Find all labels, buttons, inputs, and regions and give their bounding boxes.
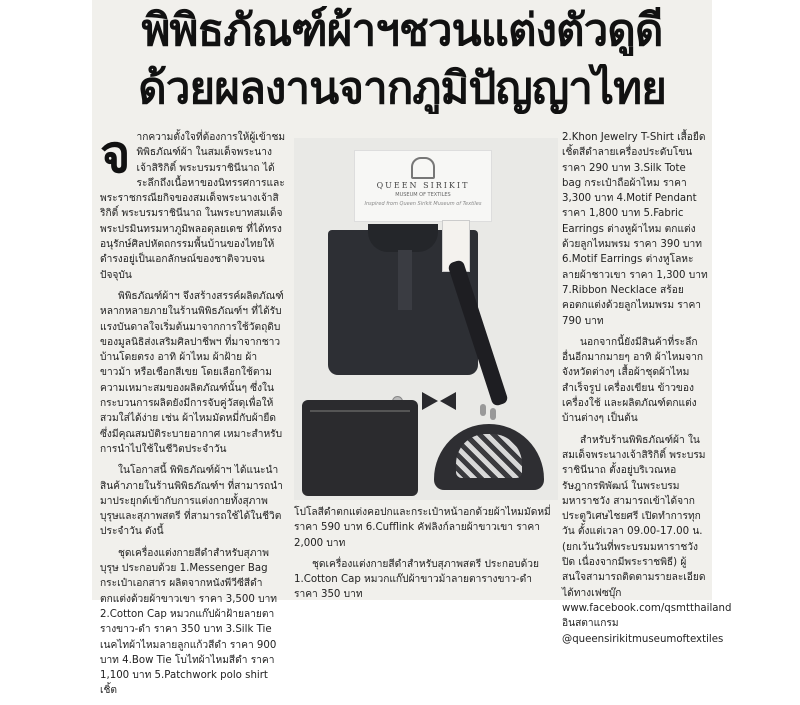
- lead-paragraph: ากความตั้งใจที่ต้องการให้ผู้เข้าชม พิพิธภัณฑ์ผ้า ในสมเด็จพระนางเจ้าสิริกิติ์ พระบรมราชินีนาถ ได้ระลึกถึงเนื้อหาของนิทรรศการและพระราชกรณียกิจของสมเด็จพระนางเจ้าสิริกิติ์ พระบรมราชินีนาถ ในพระบาทสมเด็จพระปรมินทรมหาภูมิพลอดุลยเดช ที่ได้ทรงอนุรักษ์ศิลปหัตถกรรมพื้นบ้านของไทยให้ดำรงอยู่เป็นเอกลักษณ์ของชาติจวบจนปัจจุบัน: [100, 132, 286, 281]
- paragraph-right-3: สำหรับร้านพิพิธภัณฑ์ผ้า ในสมเด็จพระนางเจ้าสิริกิติ์ พระบรมราชินีนาถ ตั้งอยู่บริเวณหอรัษฎากรพิพัฒน์ ในพระบรมมหาราชวัง สามารถเข้าได้จากประตูวิเศษไชยศรี เปิดทำการทุกวัน ตั้งแต่เวลา 09.00-17.00 น. (ยกเว้นวันที่พระบรมมหาราชวังปิด เนื่องจากมีพระราชพิธี) ผู้สนใจสามารถติดตามรายละเอียดได้ทางเฟซบุ๊ก www.facebook.com/qsmtthailand อินสตาแกรม @queensirikitmuseumoftextiles: [562, 434, 732, 645]
- article-column-middle: [294, 505, 556, 609]
- bow-tie-image: [422, 392, 456, 410]
- newspaper-page: [92, 0, 732, 697]
- crown-logo-icon: [411, 157, 435, 179]
- paragraph-mid-1: โปโลสีดำตกแต่งคอปกและกระเป๋าหน้าอกด้วยผ้าไหมมัดหมี่ ราคา 590 บาท 6.Cufflink คัฟลิงก์ลายผ้าขาวเขา ราคา 2,000 บาท: [294, 507, 551, 549]
- shirt-placket: [398, 250, 412, 310]
- earring-image: [480, 404, 486, 416]
- paragraph-right-2: นอกจากนี้ยังมีสินค้าที่ระลึกอื่นอีกมากมายๆ อาทิ ผ้าไหมจากจังหวัดต่างๆ เสื้อผ้าชุดผ้าไหมสำเร็จรูป เครื่องเขียน ข้าวของเครื่องใช้ และผลิตภัณฑ์ตกแต่งบ้านต่างๆ เป็นต้น: [562, 336, 703, 425]
- paragraph-2: พิพิธภัณฑ์ผ้าฯ จึงสร้างสรรค์ผลิตภัณฑ์หลากหลายภายในร้านพิพิธภัณฑ์ฯ ที่ได้รับแรงบันดาลใจเริ่มต้นมาจากการใช้วัตถุดิบของมูลนิธิส่งเสริมศิลปาชีพฯ ที่มาจากชาวบ้านโดยตรง อาทิ ผ้าไหม ผ้าฝ้าย ผ้าขาวม้า หรือเชือกสีเขย โดยเลือกใช้ตามความเหมาะสมของผลิตภัณฑ์นั้นๆ ซึ่งในกระบวนการผลิตยังมีการจับคู่วัสดุเพื่อให้สวมใส่ได้ง่าย เช่น ผ้าไหมมัดหมี่กับผ้ายืด ซึ่งมีคุณสมบัติระบายอากาศ เหมาะสำหรับการนำไปใช้ในชีวิตประจำวัน: [100, 290, 284, 455]
- article-column-right: [562, 130, 732, 653]
- paragraph-mid-2: ชุดเครื่องแต่งกายสีดำสำหรับสุภาพสตรี ประกอบด้วย 1.Cotton Cap หมวกแก๊ปผ้าขาวม้าลายตารางขาว-ดำ ราคา 350 บาท: [294, 558, 539, 601]
- lead-paragraph-wrap: [100, 125, 286, 283]
- shirt-collar: [368, 224, 438, 252]
- headline-line-1: พิพิธภัณฑ์ผ้าฯชวนแต่งตัวดูดี: [141, 6, 663, 56]
- earring-image: [490, 408, 496, 420]
- museum-logo-card: [354, 150, 492, 222]
- logo-title: QUEEN SIRIKIT: [376, 181, 470, 190]
- product-photo: [294, 138, 558, 500]
- paragraph-right-1: 2.Khon Jewelry T-Shirt เสื้อยืด เชิ้ตสีดำลายเครื่องประดับโขน ราคา 290 บาท 3.Silk Tote bag กระเป๋าถือผ้าไหม ราคา 3,300 บาท 4.Motif Pendant ราคา 1,800 บาท 5.Fabric Earrings ต่างหูผ้าไหม ตกแต่งด้วยลูกไหมพรม ราคา 390 บาท 6.Motif Earrings ต่างหูโลหะลายผ้าชาวเขา ราคา 1,300 บาท 7.Ribbon Necklace สร้อยคอตกแต่งด้วยลูกไหมพรม ราคา 790 บาท: [562, 132, 708, 327]
- article-column-left: [100, 125, 286, 705]
- cotton-cap-image: [434, 424, 544, 490]
- paragraph-4: ชุดเครื่องแต่งกายสีดำสำหรับสุภาพบุรุษ ประกอบด้วย 1.Messenger Bag กระเป๋าเอกสาร ผลิตจากหนังพีวีซีสีดำ ตกแต่งด้วยผ้าขาวเขา ราคา 3,500 บาท 2.Cotton Cap หมวกแก๊ปผ้าฝ้ายลายตารางขาว-ดำ ราคา 350 บาท 3.Silk Tie เนคไทผ้าไหมลายลูกแก้วสีดำ ราคา 900 บาท 4.Bow Tie โบไทผ้าไหมสีดำ ราคา 1,100 บาท 5.Patchwork polo shirt เชิ้ต: [100, 547, 278, 697]
- cap-checker-pattern: [456, 434, 522, 478]
- logo-tagline: Inspired from Queen Sirikit Museum of Textiles: [364, 201, 482, 207]
- logo-subtitle: MUSEUM OF TEXTILES: [395, 192, 451, 198]
- headline-line-2: ด้วยผลงานจากภูมิปัญญาไทย: [138, 64, 666, 114]
- bag-zipper: [310, 410, 410, 412]
- paragraph-3: ในโอกาสนี้ พิพิธภัณฑ์ผ้าฯ ได้แนะนำสินค้าภายในร้านพิพิธภัณฑ์ฯ ที่สามารถนำมาประยุกต์เข้ากับการแต่งกายทั้งสุภาพบุรุษและสุภาพสตรี ที่สามารถใช้ได้ในชีวิตประจำวัน ดังนี้: [100, 465, 283, 538]
- messenger-bag-image: [302, 400, 418, 496]
- drop-cap: จ: [100, 125, 131, 185]
